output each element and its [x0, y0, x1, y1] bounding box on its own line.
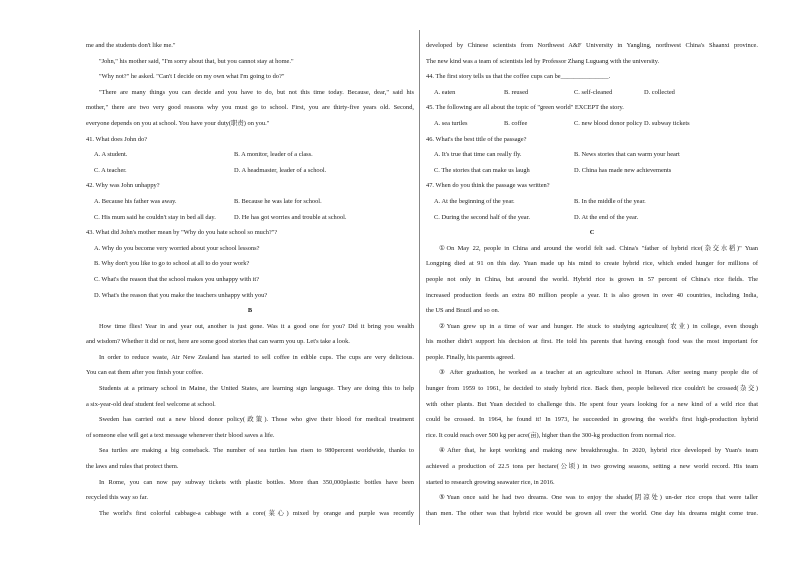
- answer-option: B. A monitor, leader of a class.: [234, 151, 313, 159]
- paragraph-line: his mother didn't support his decision at first. He told his parents that having enough food was the most important for: [426, 338, 758, 346]
- paragraph-line: people. Finally, his parents agreed.: [426, 353, 515, 361]
- answer-option: D. What's the reason that you make the teachers unhappy with you?: [94, 291, 268, 299]
- paragraph-line: could be crossed. In 1964, he found it! In 1973, he succeeded in growing the world's first high-production hybrid: [426, 416, 758, 424]
- paragraph-line: Sea turtles are making a big comeback. The number of sea turtles has risen to 980percent worldwide, thanks to: [99, 447, 414, 455]
- paragraph-line: The world's first colorful cabbage-a cabbage with a core(菜心) mixed by orange and purple was recently: [99, 509, 414, 517]
- paragraph-line: of someone else will get a text message whenever their blood saves a life.: [86, 431, 275, 439]
- section-heading: C: [589, 229, 595, 237]
- answer-option: B. Why don't you like to go to school at all to do your work?: [94, 260, 250, 268]
- answer-option: D. He has got worries and trouble at school.: [234, 213, 347, 221]
- paragraph-line: the laws and rules that protect them.: [86, 463, 179, 471]
- answer-option: D. At the end of the year.: [574, 213, 639, 221]
- question: 46. What's the best title of the passage?: [426, 135, 527, 143]
- answer-option: C. new blood donor policy: [574, 119, 643, 127]
- option-row: [426, 116, 758, 132]
- option-row: [426, 147, 758, 163]
- option-row: [86, 210, 414, 226]
- paragraph-line: and wisdom? Whether it did or not, here are some good stories that can warm you up. Let's take a look.: [86, 338, 350, 346]
- answer-option: B. News stories that can warm your heart: [574, 151, 680, 159]
- paragraph-line: achieved a production of 22.5 tons per hectare(公顷) in two growing seasons, setting a new world record. His team: [426, 463, 758, 471]
- question: 44. The first story tells us that the coffee cups can be_______________.: [426, 73, 611, 81]
- answer-option: A. A student.: [94, 151, 128, 159]
- answer-option: A. sea turtles: [434, 119, 468, 127]
- right-column: [426, 38, 758, 521]
- paragraph-line: ①On May 22, people in China and around the world felt sad. China's "father of hybrid rice(杂交水稻)" Yuan: [439, 244, 758, 252]
- paragraph-line: "John," his mother said, "I'm sorry about that, but you cannot stay at home.": [99, 57, 294, 65]
- question: 45. The following are all about the topic of "green world" EXCEPT the story.: [426, 104, 624, 112]
- option-row: [426, 194, 758, 210]
- answer-option: A. It's true that time can really fly.: [434, 151, 522, 159]
- answer-option: D. collected: [644, 88, 675, 96]
- answer-option: A. Why do you become very worried about your school lessons?: [94, 244, 260, 252]
- answer-option: A. Because his father was away.: [94, 197, 177, 205]
- answer-option: C. His mum said he couldn't stay in bed all day.: [94, 213, 216, 221]
- paragraph-line: ⑤Yuan once said he had two dreams. One was to enjoy the shade(阴凉处) un-der rice crops that were taller: [439, 494, 758, 502]
- paragraph-line: "Why not?" he asked. "Can't I decide on my own what I'm going to do?": [99, 73, 285, 81]
- answer-option: D. subway tickets: [644, 119, 690, 127]
- paragraph-line: You can eat them after you finish your coffee.: [86, 369, 204, 377]
- paragraph-line: How time flies! Year in and year out, another is just gone. Was it a good one for you? Did it bring you wealth: [99, 322, 414, 330]
- option-row: [86, 194, 414, 210]
- paragraph-line: the US and Brazil and so on.: [426, 307, 500, 315]
- answer-option: B. In the middle of the year.: [574, 197, 646, 205]
- paragraph-line: Longping died at 91 on this day. Yuan made up his mind to create hybrid rice, which ended hunger for millions of: [426, 260, 758, 268]
- paragraph-line: The new kind was a team of scientists led by Professor Zhang Luguang with the university.: [426, 57, 660, 65]
- paragraph-line: recycled this way so far.: [86, 494, 148, 502]
- paragraph-line: people not only in China, but around the world. Hybrid rice is grown in 57 percent of China's rice fields. The: [426, 275, 758, 283]
- answer-option: B. reused: [504, 88, 529, 96]
- paragraph-line: a six-year-old deaf student feel welcome at school.: [86, 400, 216, 408]
- answer-option: C. A teacher.: [94, 166, 127, 174]
- answer-option: C. During the second half of the year.: [434, 213, 531, 221]
- paragraph-line: Students at a primary school in Maine, the United States, are learning sign language. They are doing this to help: [99, 385, 414, 393]
- paragraph-line: ③ After graduation, he worked as a teacher at an agriculture school in Hunan. After seeing many people die of: [439, 369, 758, 377]
- paragraph-line: than men. The other was that hybrid rice would be grown all over the world. One day his dreams might come true.: [426, 509, 758, 517]
- answer-option: C. self-cleaned: [574, 88, 613, 96]
- answer-option: C. What's the reason that the school makes you unhappy with it?: [94, 275, 260, 283]
- option-row: [426, 85, 758, 101]
- section-heading: B: [247, 307, 253, 315]
- paragraph-line: Sweden has carried out a new blood donor policy(政策). Those who give their blood for medical treatment: [99, 416, 414, 424]
- paragraph-line: "There are many things you can decide and you have to do, but not this time today. Because, dear," said his: [99, 88, 414, 96]
- paragraph-line: In order to reduce waste, Air New Zealand has started to sell coffee in edible cups. The cups are very delicious.: [99, 353, 414, 361]
- column-divider: [419, 30, 420, 525]
- answer-option: C. The stories that can make us laugh: [434, 166, 530, 174]
- option-row: [426, 163, 758, 179]
- paragraph-line: ④After that, he kept working and making new breakthroughs. In 2020, hybrid rice developed by Yuan's team: [439, 447, 758, 455]
- paragraph-line: with other plants. But Yuan decided to challenge this. He spent four years looking for a new kind of a wild rice that: [426, 400, 758, 408]
- answer-option: B. Because he was late for school.: [234, 197, 322, 205]
- paragraph-line: hunger from 1959 to 1961, he decided to study hybrid rice. Back then, people believed rice couldn't be crossed(杂交): [426, 385, 758, 393]
- paragraph-line: In Rome, you can now pay subway tickets with plastic bottles. More than 350,000plastic bottles have been: [99, 478, 414, 486]
- paragraph-line: rice. It could reach over 500 kg per acre(亩), higher than the 300-kg production from normal rice.: [426, 431, 676, 439]
- answer-option: D. China has made new achievements: [574, 166, 672, 174]
- paragraph-line: ②Yuan grew up in a time of war and hunger. He stuck to studying agriculture(农业) in college, even though: [439, 322, 758, 330]
- question: 41. What does John do?: [86, 135, 148, 143]
- answer-option: A. At the beginning of the year.: [434, 197, 515, 205]
- paragraph-line: me and the students don't like me.": [86, 42, 176, 49]
- paragraph-line: increased production feeds an extra 80 million people a year. It is also grown in over 40 countries, including India,: [426, 291, 758, 299]
- question: 47. When do you think the passage was written?: [426, 182, 550, 190]
- paragraph-line: mother," there are two very good reasons why you must go to school. First, you are thirty-five years old. Second,: [86, 104, 414, 112]
- answer-option: A. eaten: [434, 88, 456, 96]
- option-row: [86, 163, 414, 179]
- answer-option: D. A headmaster, leader of a school.: [234, 166, 327, 174]
- paragraph-line: everyone depends on you at school. You have your duty(职责) on you.": [86, 119, 270, 127]
- question: 42. Why was John unhappy?: [86, 182, 160, 190]
- paragraph-line: developed by Chinese scientists from Northwest A&F University in Yangling, northwest China's Shaanxi province.: [426, 42, 758, 49]
- left-column: [86, 38, 414, 521]
- answer-option: B. coffee: [504, 119, 528, 127]
- option-row: [426, 210, 758, 226]
- question: 43. What did John's mother mean by "Why do you hate school so much?"?: [86, 229, 278, 237]
- option-row: [86, 147, 414, 163]
- paragraph-line: started to research growing seawater rice, in 2016.: [426, 478, 555, 486]
